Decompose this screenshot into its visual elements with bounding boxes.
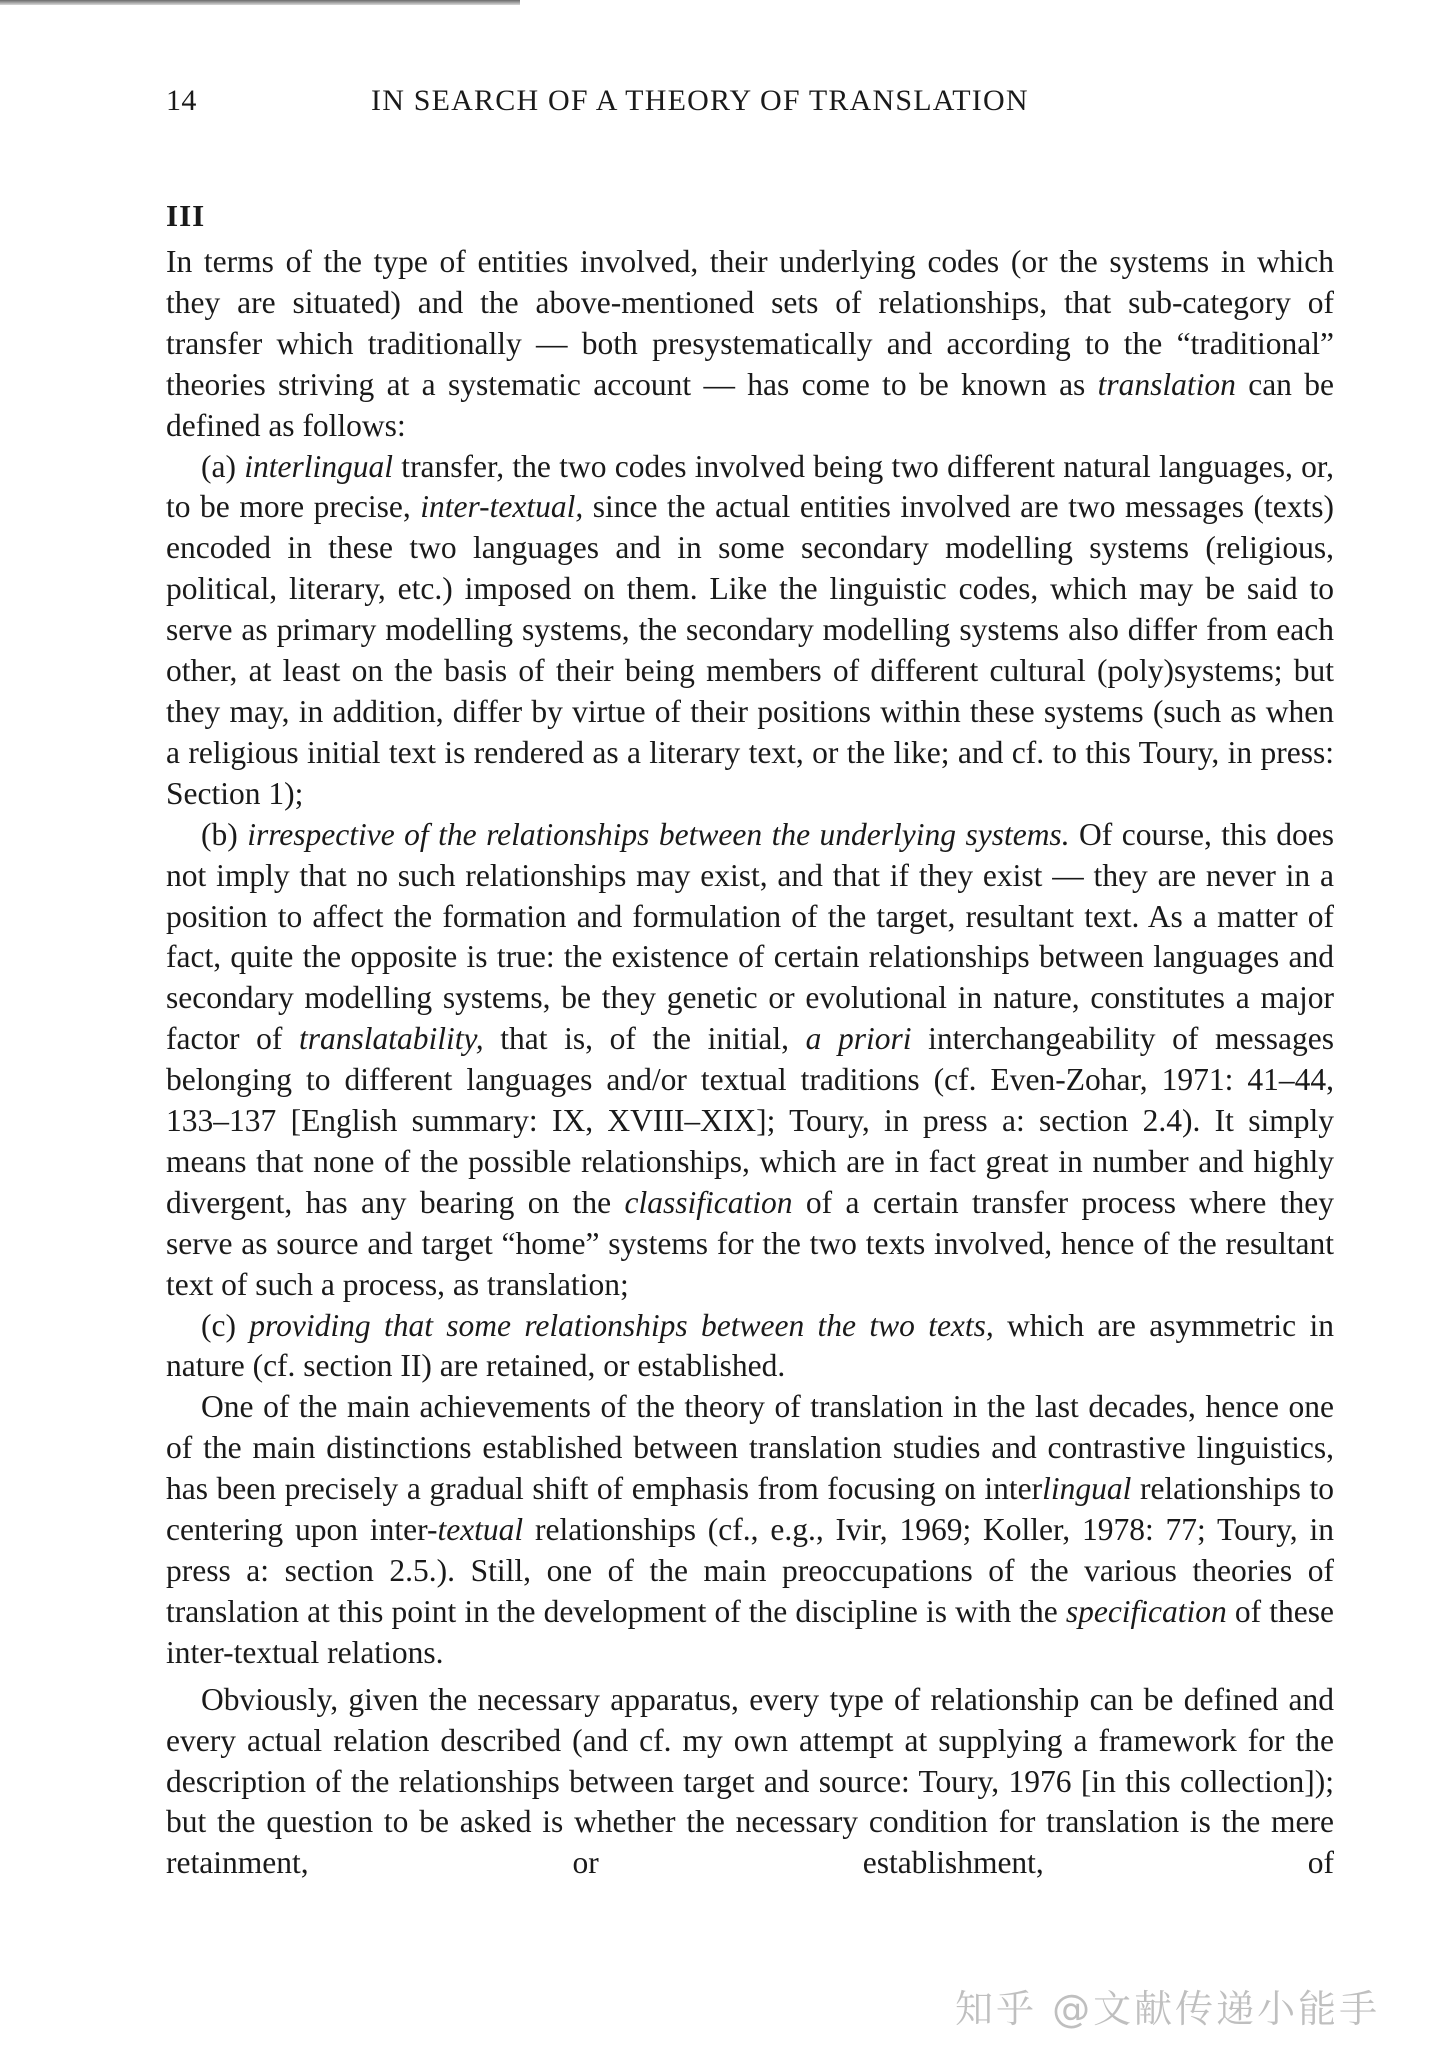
section-heading: III <box>166 198 206 233</box>
body-text <box>166 242 1334 1884</box>
running-head <box>166 84 1334 128</box>
page-number: 14 <box>166 84 197 117</box>
paragraph-obviously: Obviously, given the necessary apparatus, every type of relationship can be defined and every actual relation described (and cf. my own attempt at supplying a framework for the description of the relationships between target and source: Toury, 1976 [in this collection]); but the question to be asked is whether the necessary condition for translation is the mere retainment, or establishment, of <box>166 1681 1334 1881</box>
paragraph-achievements: One of the main achievements of the theory of translation in the last decades, hence one of the main distinctions established between translation studies and contrastive linguistics, has been precisely a gradual shift of emphasis from focusing on interlingual relationships to centering upon inter-textual relationships (cf., e.g., Ivir, 1969; Koller, 1978: 77; Toury, in press a: section 2.5.). Still, one of the main preoccupations of the various theories of translation at this point in the development of the discipline is with the specification of these inter-textual relations. <box>166 1389 1334 1670</box>
watermark: 知乎 @文献传递小能手 <box>955 1987 1381 2031</box>
paragraph-condition-a: (a) interlingual transfer, the two codes involved being two different natural languages, or, to be more precise, inter-textual, since the actual entities involved are two messages (texts) encoded in these two languages and in some secondary modelling systems (religious, political, literary, etc.) imposed on them. Like the linguistic codes, which may be said to serve as primary modelling systems, the secondary modelling systems also differ from each other, at least on the basis of their being members of different cultural (poly)systems; but they may, in addition, differ by virtue of their positions within these systems (such as when a religious initial text is rendered as a literary text, or the like; and cf. to this Toury, in press: Section 1); <box>166 448 1334 811</box>
running-title: IN SEARCH OF A THEORY OF TRANSLATION <box>371 84 1029 117</box>
paragraph-condition-c: (c) providing that some relationships between the two texts, which are asymmetric in nature (cf. section II) are retained, or established. <box>166 1307 1334 1384</box>
paragraph-condition-b: (b) irrespective of the relationships between the underlying systems. Of course, this does not imply that no such relationships may exist, and that if they exist — they are never in a position to affect the formation and formulation of the target, resultant text. As a matter of fact, quite the opposite is true: the existence of certain relationships between languages and secondary modelling systems, be they genetic or evolutional in nature, constitutes a major factor of translatability, that is, of the initial, a priori interchangeability of messages belonging to different languages and/or textual traditions (cf. Even-Zohar, 1971: 41–44, 133–137 [English summary: IX, XVIII–XIX]; Toury, in press a: section 2.4). It simply means that none of the possible relationships, which are in fact great in number and highly divergent, has any bearing on the classification of a certain transfer process where they serve as source and target “home” systems for the two texts involved, hence of the resultant text of such a process, as translation; <box>166 816 1335 1302</box>
scan-edge-shadow <box>0 0 520 5</box>
paragraph-intro: In terms of the type of entities involved, their underlying codes (or the systems in which they are situated) and the above-mentioned sets of relationships, that sub-category of transfer which traditionally — both presystematically and according to the “traditional” theories striving at a systematic account — has come to be known as translation can be defined as follows: <box>166 244 1334 443</box>
